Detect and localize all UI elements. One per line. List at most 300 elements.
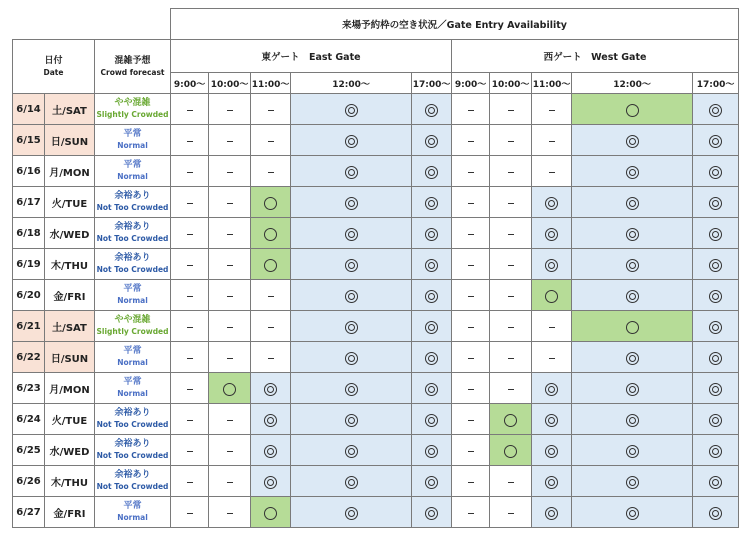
west-gate-slot [532,497,572,528]
east-gate-slot [291,125,412,156]
west-gate-slot [452,497,490,528]
dash-icon [549,327,555,328]
crowd-forecast-cell [95,218,171,249]
double-circle-icon [709,290,722,303]
crowd-forecast-en: Not Too Crowded [96,451,169,460]
east-gate-slot [291,156,412,187]
crowd-forecast-en: Slightly Crowded [96,327,169,336]
dash-icon [187,141,193,142]
double-circle-icon [545,445,558,458]
dash-icon [268,296,274,297]
crowd-forecast-cell [95,311,171,342]
west-gate-slot [452,311,490,342]
west-gate-slot [532,249,572,280]
double-circle-icon [264,414,277,427]
crowd-forecast-cell [95,435,171,466]
dash-icon [227,234,233,235]
west-gate-slot [693,94,739,125]
east-gate-slot [412,280,452,311]
crowd-forecast-en: Not Too Crowded [96,203,169,212]
west-gate-slot [532,94,572,125]
east-gate-slot [412,497,452,528]
east-gate-slot [209,497,251,528]
dash-icon [187,482,193,483]
circle-icon [223,383,236,396]
dash-icon [508,327,514,328]
crowd-forecast [95,129,170,151]
east-gate-slot [412,94,452,125]
double-circle-icon [709,445,722,458]
crowd-forecast-jp: やや混雑 [114,98,151,108]
day-cell: 日/SUN [45,342,95,373]
day-cell: 木/THU [45,249,95,280]
double-circle-icon [425,352,438,365]
west-gate-slot [452,280,490,311]
dash-icon [227,513,233,514]
east-gate-slot [209,125,251,156]
dash-icon [187,389,193,390]
west-gate-slot [452,125,490,156]
east-time-header: 17:00～ [412,73,452,94]
date-cell: 6/19 [13,249,45,280]
west-gate-slot [693,435,739,466]
east-gate-slot [209,218,251,249]
crowd-forecast [95,191,170,213]
west-gate-slot [693,156,739,187]
east-gate-slot [209,156,251,187]
availability-title: 来場予約枠の空き状況／Gate Entry Availability [171,9,739,40]
date-cell: 6/21 [13,311,45,342]
table-row [13,156,739,187]
double-circle-icon [425,259,438,272]
table-row [13,94,739,125]
day-cell: 火/TUE [45,187,95,218]
double-circle-icon [545,414,558,427]
double-circle-icon [345,383,358,396]
dash-icon [508,203,514,204]
circle-icon [626,104,639,117]
double-circle-icon [626,259,639,272]
date-cell: 6/27 [13,497,45,528]
crowd-forecast-en: Normal [117,513,148,522]
crowd-forecast-cell [95,466,171,497]
dash-icon [268,141,274,142]
east-time-header: 11:00～ [251,73,291,94]
west-time-header: 10:00～ [490,73,532,94]
west-gate-slot [693,466,739,497]
circle-icon [626,321,639,334]
double-circle-icon [264,445,277,458]
crowd-forecast-jp: 余裕あり [114,191,151,201]
double-circle-icon [425,135,438,148]
day-cell: 土/SAT [45,94,95,125]
crowd-forecast [95,439,170,461]
dash-icon [227,327,233,328]
east-gate-slot [171,435,209,466]
dash-icon [187,265,193,266]
double-circle-icon [626,197,639,210]
circle-icon [504,445,517,458]
day-cell: 月/MON [45,156,95,187]
circle-icon [264,259,277,272]
table-row [13,466,739,497]
dash-icon [227,110,233,111]
east-gate-slot [251,249,291,280]
dash-icon [508,265,514,266]
east-gate-slot [291,311,412,342]
dash-icon [227,203,233,204]
dash-icon [508,141,514,142]
west-gate-slot [532,156,572,187]
west-gate-slot [572,187,693,218]
west-time-header: 9:00～ [452,73,490,94]
double-circle-icon [709,166,722,179]
dash-icon [187,172,193,173]
double-circle-icon [264,476,277,489]
dash-icon [187,420,193,421]
east-gate-slot [251,94,291,125]
day-cell: 水/WED [45,218,95,249]
west-gate-slot [532,466,572,497]
double-circle-icon [345,321,358,334]
dash-icon [187,203,193,204]
east-gate-slot [251,187,291,218]
west-gate-slot [490,404,532,435]
date-cell: 6/26 [13,466,45,497]
double-circle-icon [425,166,438,179]
east-gate-slot [171,187,209,218]
double-circle-icon [709,228,722,241]
east-gate-slot [412,435,452,466]
east-gate-slot [209,466,251,497]
header-blank [13,9,171,40]
double-circle-icon [709,414,722,427]
dash-icon [549,110,555,111]
east-gate-slot [412,404,452,435]
west-gate-slot [693,125,739,156]
west-gate-slot [452,435,490,466]
east-gate-slot [171,156,209,187]
double-circle-icon [425,445,438,458]
date-cell: 6/24 [13,404,45,435]
west-gate-slot [693,280,739,311]
double-circle-icon [425,321,438,334]
dash-icon [227,358,233,359]
dash-icon [508,296,514,297]
date-cell: 6/25 [13,435,45,466]
crowd-forecast-cell [95,249,171,280]
double-circle-icon [709,507,722,520]
double-circle-icon [345,414,358,427]
west-gate-slot [490,156,532,187]
double-circle-icon [709,383,722,396]
dash-icon [468,482,474,483]
east-gate-slot [251,125,291,156]
crowd-forecast-en: Normal [117,141,148,150]
dash-icon [468,451,474,452]
day-cell: 日/SUN [45,125,95,156]
date-cell: 6/17 [13,187,45,218]
west-gate-slot [572,497,693,528]
date-label-jp: 日付 [44,55,63,66]
east-gate-slot [209,249,251,280]
dash-icon [187,358,193,359]
crowd-forecast-jp: 余裕あり [114,222,151,232]
west-gate-slot [532,280,572,311]
dash-icon [227,141,233,142]
west-gate-slot [490,342,532,373]
table-row [13,342,739,373]
day-cell: 金/FRI [45,280,95,311]
west-gate-slot [452,373,490,404]
east-gate-slot [209,373,251,404]
double-circle-icon [626,476,639,489]
west-gate-slot [490,435,532,466]
east-gate-slot [291,466,412,497]
double-circle-icon [345,445,358,458]
west-gate-slot [693,404,739,435]
west-gate-slot [693,218,739,249]
dash-icon [468,172,474,173]
double-circle-icon [264,383,277,396]
circle-icon [545,290,558,303]
west-gate-slot [572,249,693,280]
east-gate-slot [251,311,291,342]
double-circle-icon [709,259,722,272]
west-gate-slot [490,311,532,342]
crowd-forecast-en: Normal [117,172,148,181]
crowd-column-header [95,40,171,94]
dash-icon [268,327,274,328]
day-cell: 金/FRI [45,497,95,528]
crowd-forecast [95,470,170,492]
double-circle-icon [545,476,558,489]
west-gate-slot [532,187,572,218]
east-gate-slot [291,435,412,466]
east-gate-slot [412,311,452,342]
west-gate-slot [532,404,572,435]
double-circle-icon [626,507,639,520]
double-circle-icon [626,290,639,303]
west-gate-slot [490,125,532,156]
double-circle-icon [709,352,722,365]
west-gate-slot [452,342,490,373]
east-gate-slot [291,280,412,311]
west-gate-slot [572,466,693,497]
dash-icon [508,482,514,483]
crowd-forecast-en: Normal [117,358,148,367]
double-circle-icon [345,166,358,179]
date-cell: 6/16 [13,156,45,187]
circle-icon [504,414,517,427]
double-circle-icon [345,104,358,117]
double-circle-icon [345,352,358,365]
east-gate-slot [251,435,291,466]
west-gate-slot [452,466,490,497]
west-gate-slot [490,373,532,404]
dash-icon [468,389,474,390]
crowd-forecast [95,315,170,337]
crowd-forecast-cell [95,404,171,435]
east-time-header: 12:00～ [291,73,412,94]
east-gate-slot [171,311,209,342]
double-circle-icon [425,414,438,427]
crowd-forecast-jp: 平常 [123,284,142,294]
west-gate-slot [452,187,490,218]
dash-icon [187,327,193,328]
double-circle-icon [425,197,438,210]
east-gate-slot [291,187,412,218]
double-circle-icon [425,228,438,241]
west-gate-slot [572,125,693,156]
west-gate-slot [532,311,572,342]
west-gate-slot [693,311,739,342]
double-circle-icon [709,476,722,489]
west-time-header: 11:00～ [532,73,572,94]
double-circle-icon [709,104,722,117]
table-row [13,311,739,342]
east-gate-slot [171,404,209,435]
date-cell: 6/22 [13,342,45,373]
west-gate-slot [572,404,693,435]
dash-icon [187,234,193,235]
east-gate-slot [209,280,251,311]
crowd-forecast-cell [95,373,171,404]
crowd-forecast [95,501,170,523]
double-circle-icon [425,383,438,396]
crowd-forecast-en: Not Too Crowded [96,482,169,491]
double-circle-icon [709,197,722,210]
crowd-forecast [95,284,170,306]
dash-icon [468,110,474,111]
date-column-header [13,40,95,94]
dash-icon [268,110,274,111]
dash-icon [468,265,474,266]
crowd-forecast [95,346,170,368]
west-gate-slot [572,435,693,466]
east-gate-slot [291,373,412,404]
crowd-forecast-jp: 余裕あり [114,408,151,418]
crowd-forecast-en: Normal [117,296,148,305]
double-circle-icon [626,383,639,396]
east-gate-slot [291,342,412,373]
west-gate-slot [693,497,739,528]
crowd-forecast [95,98,170,120]
double-circle-icon [425,290,438,303]
crowd-forecast-cell [95,187,171,218]
dash-icon [468,203,474,204]
double-circle-icon [626,445,639,458]
double-circle-icon [345,507,358,520]
east-gate-slot [171,249,209,280]
east-gate-slot [171,373,209,404]
dash-icon [468,327,474,328]
dash-icon [187,513,193,514]
crowd-forecast-cell [95,342,171,373]
west-gate-slot [532,125,572,156]
west-time-header: 12:00～ [572,73,693,94]
date-cell: 6/15 [13,125,45,156]
double-circle-icon [345,197,358,210]
double-circle-icon [425,507,438,520]
crowd-label-jp: 混雑予想 [114,55,151,66]
crowd-forecast-cell [95,156,171,187]
table-row [13,404,739,435]
west-gate-slot [572,342,693,373]
west-gate-slot [490,466,532,497]
circle-icon [264,507,277,520]
date-cell: 6/14 [13,94,45,125]
east-gate-slot [251,466,291,497]
dash-icon [508,513,514,514]
west-gate-slot [693,373,739,404]
dash-icon [227,296,233,297]
table-row [13,187,739,218]
crowd-forecast [95,377,170,399]
west-gate-slot [693,187,739,218]
east-gate-slot [291,249,412,280]
west-gate-slot [572,311,693,342]
east-gate-slot [412,249,452,280]
west-gate-slot [490,249,532,280]
crowd-forecast-jp: やや混雑 [114,315,151,325]
east-time-header: 9:00～ [171,73,209,94]
crowd-forecast-cell [95,497,171,528]
east-gate-slot [171,125,209,156]
crowd-forecast-jp: 平常 [123,129,142,139]
dash-icon [549,141,555,142]
crowd-forecast-jp: 平常 [123,501,142,511]
crowd-forecast-cell [95,94,171,125]
east-gate-slot [171,218,209,249]
east-gate-slot [291,218,412,249]
dash-icon [508,358,514,359]
day-cell: 水/WED [45,435,95,466]
west-gate-slot [572,156,693,187]
east-gate-slot [209,311,251,342]
date-cell: 6/18 [13,218,45,249]
east-gate-slot [171,466,209,497]
west-gate-slot [490,94,532,125]
east-gate-slot [412,342,452,373]
crowd-forecast-jp: 平常 [123,346,142,356]
east-gate-header: 東ゲート East Gate [171,40,452,73]
west-gate-header: 西ゲート West Gate [452,40,739,73]
double-circle-icon [345,259,358,272]
west-gate-slot [693,342,739,373]
dash-icon [187,296,193,297]
dash-icon [187,110,193,111]
east-gate-slot [209,404,251,435]
east-gate-slot [251,280,291,311]
east-time-header: 10:00～ [209,73,251,94]
table-row [13,435,739,466]
day-cell: 月/MON [45,373,95,404]
dash-icon [187,451,193,452]
table-row [13,497,739,528]
east-gate-slot [291,94,412,125]
east-gate-slot [251,342,291,373]
west-gate-slot [572,373,693,404]
dash-icon [549,172,555,173]
west-gate-slot [490,218,532,249]
west-gate-slot [490,497,532,528]
crowd-forecast-en: Not Too Crowded [96,265,169,274]
dash-icon [227,451,233,452]
availability-table-wrapper [12,8,739,528]
east-gate-slot [412,373,452,404]
east-gate-slot [412,125,452,156]
